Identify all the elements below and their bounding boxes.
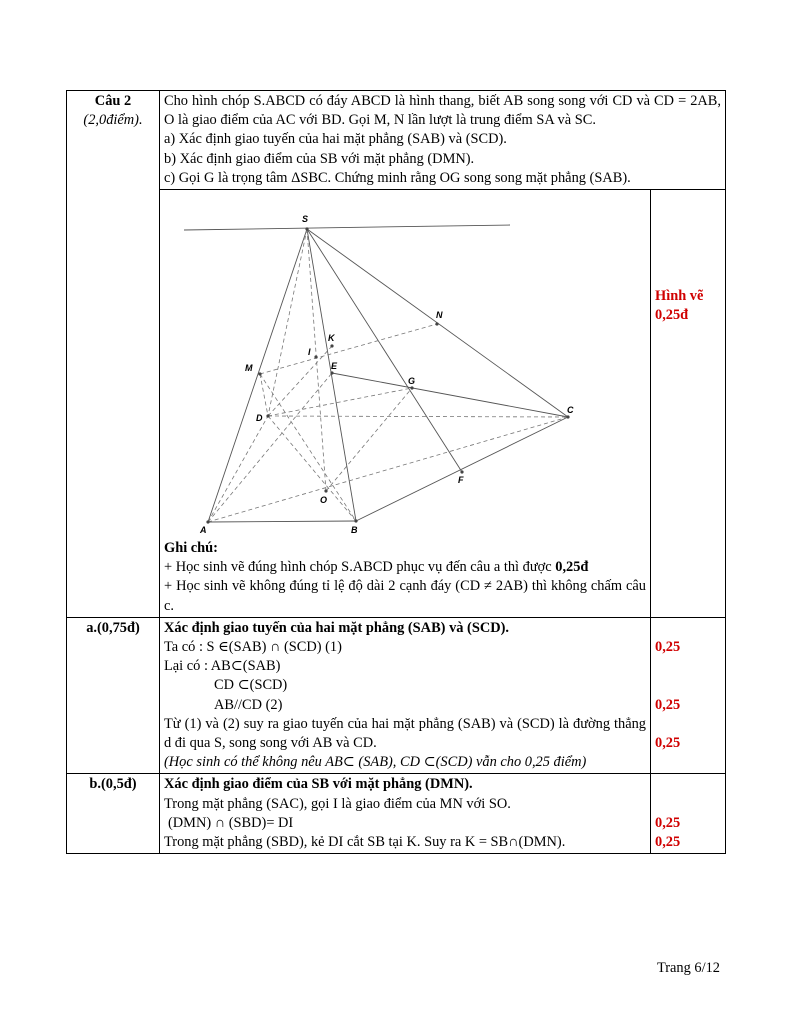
figure-box bbox=[164, 191, 646, 539]
problem-intro: Cho hình chóp S.ABCD có đáy ABCD là hình thang, biết AB song song với CD và CD = 2AB, O là giao điểm của AC với BD. Gọi M, N lần lượt là trung điểm SA và SC. bbox=[164, 93, 721, 129]
edge-sb bbox=[307, 229, 356, 521]
part-a-line5: Từ (1) và (2) suy ra giao tuyến của hai mặt phẳng (SAB) và (SCD) là đường thẳng d đi qua S, song song với AB và CD. bbox=[164, 715, 646, 752]
notes-title: Ghi chú: bbox=[164, 540, 218, 557]
part-a-score1: 0,25 bbox=[655, 639, 681, 656]
part-a-row bbox=[67, 617, 726, 774]
line-ae bbox=[208, 373, 332, 522]
question-label-cell bbox=[67, 91, 160, 618]
part-a-label: a.(0,75đ) bbox=[67, 617, 160, 774]
part-a-score2: 0,25 bbox=[655, 696, 681, 713]
question-row bbox=[67, 91, 726, 190]
problem-c: c) Gọi G là trọng tâm ΔSBC. Chứng minh rằng OG song song mặt phẳng (SAB). bbox=[164, 169, 631, 186]
part-b-title: Xác định giao điểm của SB với mặt phẳng (DMN). bbox=[164, 776, 473, 793]
problem-b: b) Xác định giao điểm của SB với mặt phẳng (DMN). bbox=[164, 150, 475, 167]
median-sf bbox=[307, 229, 462, 472]
label-k: K bbox=[328, 333, 335, 344]
part-a-scores bbox=[651, 617, 726, 774]
figure-score-label: Hình vẽ bbox=[655, 288, 704, 305]
part-b-row bbox=[67, 774, 726, 854]
part-a-note: (Học sinh có thể không nêu AB⊂ (SAB), CD ⊂(SCD) vẫn cho 0,25 điểm) bbox=[164, 754, 587, 771]
diag-bd bbox=[268, 416, 356, 521]
part-b-line2: (DMN) ∩ (SBD)= DI bbox=[168, 814, 294, 831]
label-i: I bbox=[308, 347, 311, 358]
answer-table bbox=[66, 90, 726, 854]
part-a-line1: Ta có : S ∈(SAB) ∩ (SCD) (1) bbox=[164, 639, 342, 656]
notes-line1 bbox=[164, 558, 646, 577]
label-s: S bbox=[302, 214, 309, 225]
line-mb bbox=[260, 374, 356, 521]
label-o: O bbox=[320, 495, 328, 506]
page-number: Trang 6/12 bbox=[656, 960, 720, 976]
line-og bbox=[326, 388, 412, 491]
label-e: E bbox=[331, 361, 338, 372]
line-dg bbox=[268, 388, 412, 416]
label-n: N bbox=[436, 310, 443, 321]
part-b-scores bbox=[651, 774, 726, 854]
part-a-title: Xác định giao tuyến của hai mặt phẳng (SAB) và (SCD). bbox=[164, 619, 510, 636]
edge-dc bbox=[268, 416, 568, 417]
figure-score-value: 0,25đ bbox=[655, 307, 689, 324]
line-mn bbox=[260, 324, 437, 374]
label-d: D bbox=[256, 413, 263, 424]
problem-statement bbox=[160, 91, 726, 190]
notes-line2: + Học sinh vẽ không đúng tỉ lệ độ dài 2 cạnh đáy (CD ≠ 2AB) thì không chấm câu c. bbox=[164, 578, 646, 614]
label-m: M bbox=[245, 363, 253, 374]
part-b-content bbox=[160, 774, 651, 854]
edge-sa bbox=[208, 229, 307, 522]
notes-line1-points: 0,25đ bbox=[555, 559, 589, 576]
line-ec bbox=[332, 373, 568, 417]
part-a-line2: Lại có : AB⊂(SAB) bbox=[164, 658, 281, 675]
figure-row bbox=[67, 190, 726, 618]
line-d bbox=[184, 225, 510, 230]
figure-cell bbox=[160, 190, 651, 618]
label-a: A bbox=[200, 525, 207, 536]
line-dk bbox=[268, 346, 332, 416]
part-a-line3: CD ⊂(SCD) bbox=[214, 677, 288, 694]
question-points: (2,0điểm). bbox=[83, 112, 143, 129]
edge-ab bbox=[208, 521, 356, 522]
part-b-score1: 0,25 bbox=[655, 814, 681, 831]
part-a-line4: AB//CD (2) bbox=[214, 696, 283, 713]
pyramid-figure bbox=[164, 191, 650, 539]
edge-bc bbox=[356, 417, 568, 521]
label-b: B bbox=[351, 525, 358, 536]
part-b-score2: 0,25 bbox=[655, 834, 681, 851]
part-a-score3: 0,25 bbox=[655, 734, 681, 751]
notes-line1-text: + Học sinh vẽ đúng hình chóp S.ABCD phục vụ đến câu a thì được bbox=[164, 559, 552, 576]
figure-score-cell bbox=[651, 190, 726, 618]
part-b-line1: Trong mặt phẳng (SAC), gọi I là giao điểm của MN với SO. bbox=[164, 795, 511, 812]
diag-ac bbox=[208, 417, 568, 522]
label-c: C bbox=[567, 405, 574, 416]
label-g: G bbox=[408, 376, 416, 387]
label-f: F bbox=[458, 475, 464, 486]
part-a-content bbox=[160, 617, 651, 774]
question-label: Câu 2 bbox=[94, 93, 132, 109]
problem-a: a) Xác định giao tuyến của hai mặt phẳng (SAB) và (SCD). bbox=[164, 131, 507, 148]
part-b-label: b.(0,5đ) bbox=[67, 774, 160, 854]
part-b-line3: Trong mặt phẳng (SBD), kẻ DI cắt SB tại K. Suy ra K = SB∩(DMN). bbox=[164, 834, 566, 851]
edge-sd bbox=[268, 229, 307, 416]
